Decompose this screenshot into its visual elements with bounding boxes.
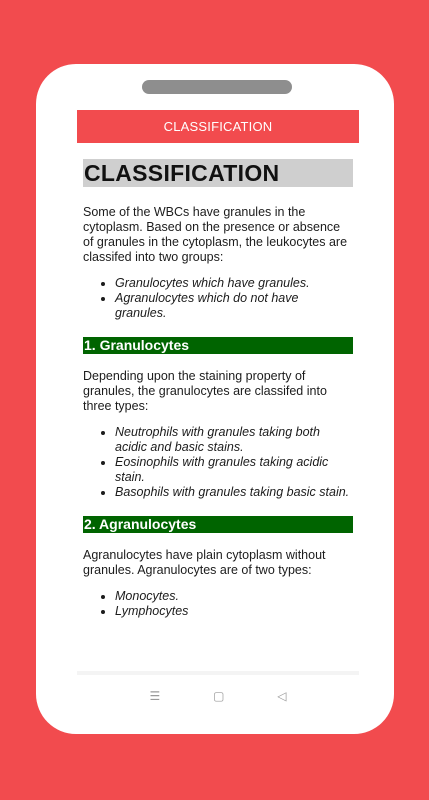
list-item: • Neutrophils with granules taking both acidic and basic stains. [115, 425, 353, 455]
section-heading-agranulocytes: 2. Agranulocytes [83, 516, 353, 533]
list-item: • Eosinophils with granules taking acidic stain. [115, 455, 353, 485]
agranulocytes-paragraph: Agranulocytes have plain cytoplasm without granules. Agranulocytes are of two types: [83, 548, 326, 577]
app-bar-title: CLASSIFICATION [163, 119, 273, 134]
page-title-text: CLASSIFICATION [84, 159, 280, 186]
granulocytes-paragraph: Depending upon the staining property of granules, the granulocytes are classifed into three types: [83, 369, 327, 413]
section-heading-granulocytes: 1. Granulocytes [83, 337, 353, 354]
list-item: • Granulocytes which have granules. [115, 276, 353, 291]
granulocytes-list [83, 425, 353, 500]
phone-speaker [142, 80, 292, 94]
group-list [83, 276, 353, 321]
back-icon[interactable]: ◁ [277, 689, 287, 703]
page-title [83, 159, 353, 187]
list-item: • Agranulocytes which do not have granules. [115, 291, 353, 321]
system-nav-bar [77, 671, 359, 717]
agranulocytes-list [83, 589, 353, 619]
phone-frame [36, 64, 394, 734]
intro-paragraph: Some of the WBCs have granules in the cytoplasm. Based on the presence or absence of granules in the cytoplasm, the leukocytes are classifed into two groups: [83, 205, 348, 264]
home-icon[interactable]: ▢ [213, 689, 225, 703]
article-content[interactable] [77, 143, 359, 619]
list-item: • Lymphocytes [115, 604, 353, 619]
menu-icon[interactable]: ☰ [149, 689, 161, 703]
list-item: • Basophils with granules taking basic stain. [115, 485, 353, 500]
app-bar [77, 110, 359, 143]
list-item: • Monocytes. [115, 589, 353, 604]
app-screen [77, 110, 359, 672]
